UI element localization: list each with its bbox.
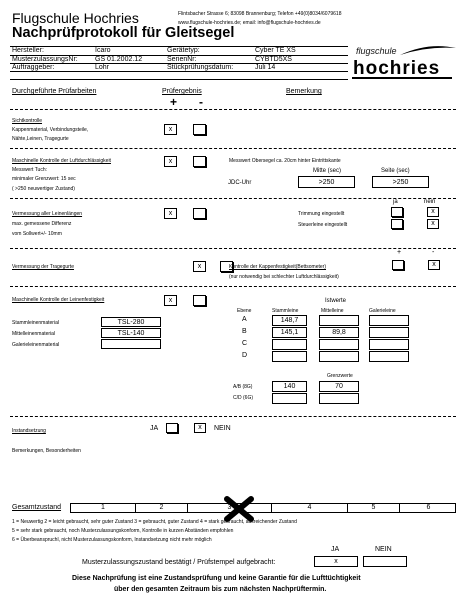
s5-title: Maschinelle Kontrolle der Leinenfestigkeit xyxy=(12,297,105,303)
s2-line1: Messwert Tuch: xyxy=(12,167,48,173)
s6-nein-label: NEIN xyxy=(214,425,231,432)
s5-row-b: B xyxy=(242,328,247,335)
s2-plus-checkbox[interactable]: x xyxy=(164,156,177,167)
s5-c-stamm-field[interactable] xyxy=(272,339,307,350)
gesamt-cell-2[interactable]: 2 xyxy=(135,504,187,512)
s2-line3: ( >250 neuwertiger Zustand) xyxy=(12,186,75,192)
s3-steuer-label: Steuerleine eingestellt xyxy=(298,222,348,228)
final-ja-checkbox[interactable]: x xyxy=(314,556,358,567)
s5-ab-stamm-field[interactable]: 140 xyxy=(272,381,307,392)
gesamt-legend3: 6 = Überbeanspruchl, nicht Musterzulassungskonform, Instandsetzung nicht mehr möglich xyxy=(12,537,212,543)
hersteller-label: Hersteller: xyxy=(12,47,44,54)
s5-stamm-mat-label: Stammleinenmaterial xyxy=(12,320,59,326)
info-line xyxy=(10,71,348,72)
s5-row-d: D xyxy=(242,352,248,359)
s5-cd-label: C/D (6G) xyxy=(233,395,253,401)
s1-line2: Nähte,Leinen, Tragegurte xyxy=(12,136,69,142)
auftrag-label: Auftraggeber: xyxy=(12,64,55,71)
s5-plus-checkbox[interactable]: x xyxy=(164,295,177,306)
s5-ebene: Ebene xyxy=(237,308,252,314)
logo-underline xyxy=(352,77,452,79)
gesamt-title: Gesamtzustand xyxy=(12,504,62,511)
s5-ab-label: A/B (8G) xyxy=(233,384,253,390)
s5-grenz-label: Grenzwerte xyxy=(327,373,353,379)
section-divider xyxy=(10,286,456,287)
logo-wing-icon xyxy=(398,42,458,58)
s5-c-galerie-field[interactable] xyxy=(369,339,409,350)
s3-trim-ja-checkbox[interactable] xyxy=(391,207,403,217)
s5-b-galerie-field[interactable] xyxy=(369,327,409,338)
address-line: Flintsbacher Strasse 6; 83098 Brannenburg; Telefon +49(0)8034/6079618 xyxy=(178,11,342,17)
serie-value: CYBTD5XS xyxy=(255,56,292,63)
final-confirm-label: Musterzulassungszustand bestätigt / Prüfstempel aufgebracht: xyxy=(82,559,276,566)
s2-jdc-label: JDC-Uhr xyxy=(228,180,252,186)
s5-galerie-col: Galerieleine xyxy=(369,308,396,314)
mz-label: MusterzulassungsNr: xyxy=(12,56,78,63)
s5-b-mittel-field[interactable]: 89,8 xyxy=(319,327,359,338)
section-divider xyxy=(10,248,456,249)
s5-a-galerie-field[interactable] xyxy=(369,315,409,326)
section-divider xyxy=(10,148,456,149)
s5-mittel-mat-field[interactable]: TSL-140 xyxy=(101,328,161,338)
disclaimer-line2: über den gesamten Zeitraum bis zum nächsten Nachprüftermin. xyxy=(114,586,327,593)
s4-kappe-label: Kontrolle der Kappenfestigkeit(Bettsometer) xyxy=(229,264,326,270)
datum-label: Stückprüfungsdatum: xyxy=(167,64,234,71)
s2-seite-label: Seite (sec) xyxy=(381,168,410,174)
s3-nein-label: nein xyxy=(424,199,436,205)
gesamt-legend2: 5 = sehr stark gebraucht, noch Musterzulassungskonform, Kontrolle in kurzen Abständen empfohlen xyxy=(12,528,234,534)
mz-value: GS 01.2002.12 xyxy=(95,56,143,63)
col-plus: + xyxy=(170,95,178,109)
s1-line1: Kappenmaterial, Verbindungsteile, xyxy=(12,127,89,133)
s4-kappe2-label: (nur notwendig bei schlechter Luftdurchlässigkeit) xyxy=(229,274,339,280)
col-work-header: Durchgeführte Prüfarbeiten xyxy=(12,88,97,95)
gesamt-scale xyxy=(70,503,456,513)
school-name: Flugschule Hochries xyxy=(12,10,139,26)
s2-line2: minimaler Grenzwert: 15 sec xyxy=(12,176,76,182)
final-nein-label: NEIN xyxy=(375,546,392,553)
col-result-header: Prüfergebnis xyxy=(162,88,202,95)
logo-main-text: hochries xyxy=(353,58,441,79)
s6-ja-checkbox[interactable] xyxy=(166,423,178,433)
s5-minus-checkbox[interactable] xyxy=(193,295,206,306)
s1-plus-checkbox[interactable]: x xyxy=(164,124,177,135)
typ-value: Cyber TE XS xyxy=(255,47,296,54)
s2-title: Maschinelle Kontrolle der Luftdurchlässigkeit xyxy=(12,158,111,164)
s3-steuer-ja-checkbox[interactable] xyxy=(391,219,403,229)
section-divider xyxy=(10,416,456,417)
gesamt-cell-5[interactable]: 5 xyxy=(347,504,399,512)
datum-value: Juli 14 xyxy=(255,64,276,71)
s6-nein-checkbox[interactable]: x xyxy=(194,423,206,433)
gesamt-cell-3[interactable]: 3 xyxy=(187,504,271,512)
logo-top-text: flugschule xyxy=(356,46,397,56)
s3-steuer-nein-checkbox[interactable]: x xyxy=(427,219,439,229)
s2-mitte-label: Mitte (sec) xyxy=(313,168,342,174)
s2-seite-field[interactable]: >250 xyxy=(372,176,429,188)
hersteller-value: Icaro xyxy=(95,47,111,54)
final-ja-label: JA xyxy=(331,546,340,553)
s3-line2: vom Sollwert+/- 10mm xyxy=(12,231,62,237)
s5-row-c: C xyxy=(242,340,248,347)
s5-a-stamm-field[interactable]: 148,7 xyxy=(272,315,307,326)
s4-plus-label: + xyxy=(397,249,402,256)
web-line: www.flugschule-hochries.de; email: info@flugschule-hochries.de xyxy=(178,20,321,26)
s5-stamm-mat-field[interactable]: TSL-280 xyxy=(101,317,161,327)
s5-galerie-mat-label: Galerieleinenmaterial xyxy=(12,342,60,348)
s5-istwerte: Istwerte xyxy=(325,298,347,304)
col-note-header: Bemerkung xyxy=(286,88,322,95)
s3-minus-checkbox[interactable] xyxy=(193,208,206,219)
s5-d-galerie-field[interactable] xyxy=(369,351,409,362)
s5-cd-mittel-field[interactable] xyxy=(319,393,359,404)
s6-title: Instandsetzung xyxy=(12,428,46,434)
s5-cd-stamm-field[interactable] xyxy=(272,393,307,404)
s5-d-mittel-field[interactable] xyxy=(319,351,359,362)
info-line xyxy=(10,79,348,80)
page-title: Nachprüfprotokoll für Gleitsegel xyxy=(12,25,235,41)
s3-ja-label: ja xyxy=(393,199,398,205)
section-divider xyxy=(10,109,456,110)
gesamt-cell-1[interactable]: 1 xyxy=(101,504,105,511)
s1-title: Sichtkontrolle xyxy=(12,118,43,124)
s4-kappe-minus-checkbox[interactable]: x xyxy=(428,260,440,270)
auftrag-value: Lohr xyxy=(95,64,110,71)
remarks-label: Bemerkungen, Besonderheiten xyxy=(12,448,81,454)
s5-galerie-mat-field[interactable] xyxy=(101,339,161,349)
s4-title: Vermessung der Tragegurte xyxy=(12,264,74,270)
s6-ja-label: JA xyxy=(150,425,159,432)
serie-label: SerienNr: xyxy=(167,56,197,63)
col-minus: - xyxy=(199,95,203,109)
s2-note: Messwert Obersegel ca. 20cm hinter Eintrittskante xyxy=(229,158,341,164)
gesamt-cell-4[interactable]: 4 xyxy=(271,504,347,512)
s3-line1: max. gemessene Differenz xyxy=(12,221,72,227)
s5-stamm-col: Stammleine xyxy=(272,308,299,314)
s5-row-a: A xyxy=(242,316,247,323)
section-divider xyxy=(10,198,456,199)
s3-plus-checkbox[interactable]: x xyxy=(164,208,177,219)
final-nein-checkbox[interactable] xyxy=(363,556,407,567)
s5-c-mittel-field[interactable] xyxy=(319,339,359,350)
s5-b-stamm-field[interactable]: 145,1 xyxy=(272,327,307,338)
gesamt-cell-6[interactable]: 6 xyxy=(399,504,457,512)
s3-title: Vermessung aller Leinenlängen xyxy=(12,211,83,217)
typ-label: Gerätetyp: xyxy=(167,47,200,54)
s2-mitte-field[interactable]: >250 xyxy=(298,176,355,188)
s5-mittel-col: Mittelleine xyxy=(321,308,344,314)
s3-trim-nein-checkbox[interactable]: x xyxy=(427,207,439,217)
s5-mittel-mat-label: Mittelleinenmaterial xyxy=(12,331,56,337)
s4-minus-label: - xyxy=(432,249,435,256)
s5-a-mittel-field[interactable] xyxy=(319,315,359,326)
s5-ab-mittel-field[interactable]: 70 xyxy=(319,381,359,392)
s4-kappe-plus-checkbox[interactable] xyxy=(392,260,404,270)
disclaimer-line1: Diese Nachprüfung ist eine Zustandsprüfung und keine Garantie für die Lufttüchtigkeit xyxy=(72,575,361,582)
s2-minus-checkbox[interactable] xyxy=(193,156,206,167)
s5-d-stamm-field[interactable] xyxy=(272,351,307,362)
s4-minus-checkbox[interactable]: x xyxy=(193,261,206,272)
gesamt-legend1: 1 = Neuwertig 2 = leicht gebraucht, sehr guter Zustand 3 = gebraucht, guter Zustand 4 = stark gebraucht, ausreichender Zustand xyxy=(12,519,297,525)
s1-minus-checkbox[interactable] xyxy=(193,124,206,135)
s3-trim-label: Trimmung eingestellt xyxy=(298,211,345,217)
